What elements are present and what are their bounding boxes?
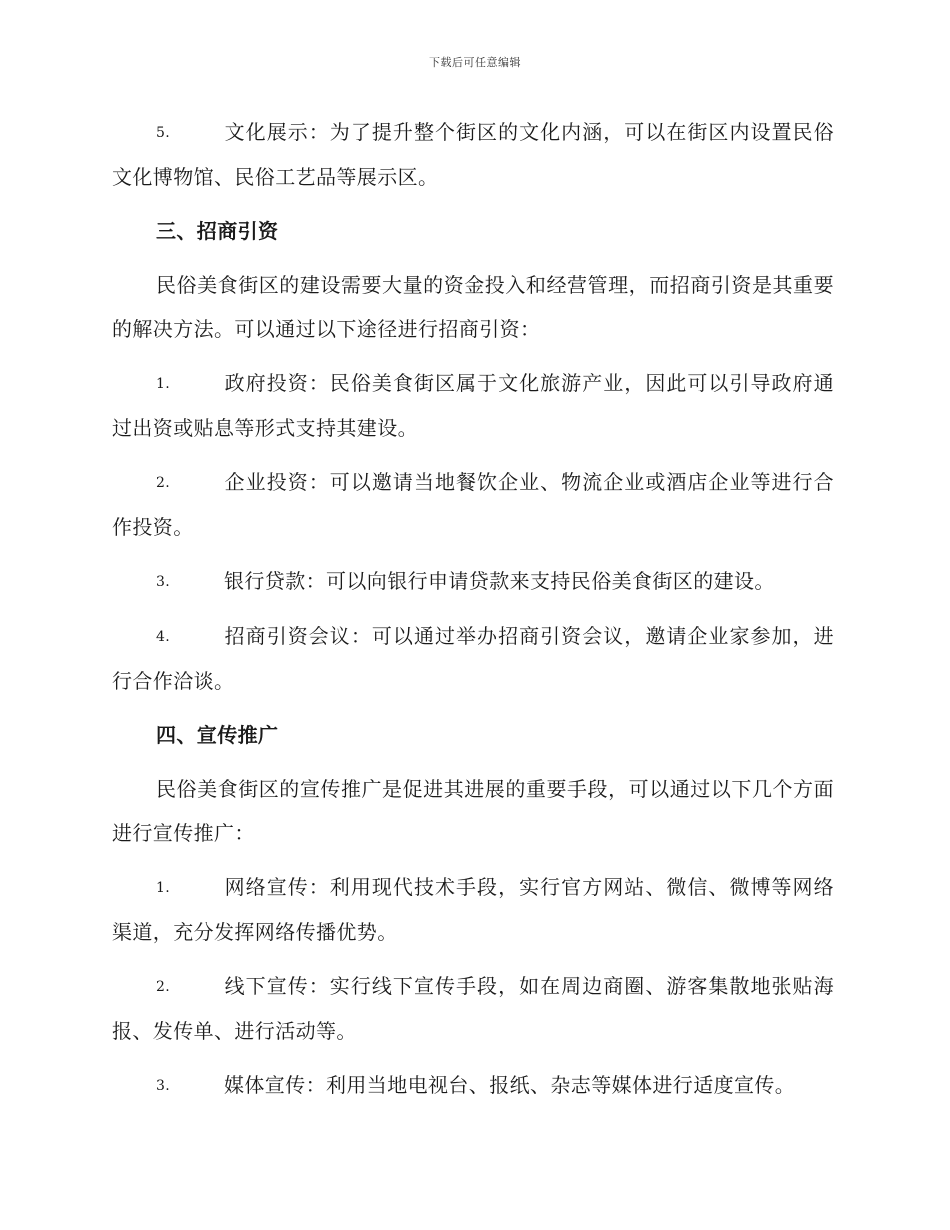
list-item-offline-promotion xyxy=(112,964,834,1053)
section-heading-investment: 三、招商引资 xyxy=(156,219,279,243)
list-number: 4. xyxy=(156,629,171,645)
list-item-online-promotion xyxy=(112,865,834,954)
list-text: 线下宣传：实行线下宣传手段，如在周边商圈、游客集散地张贴海报、发传单、进行活动等。 xyxy=(112,974,834,1043)
list-number: 5. xyxy=(156,125,171,141)
list-number: 3. xyxy=(156,1078,171,1094)
paragraph-investment-intro: 民俗美食街区的建设需要大量的资金投入和经营管理，而招商引资是其重要的解决方法。可以通过以下途径进行招商引资： xyxy=(112,273,834,341)
list-text: 招商引资会议：可以通过举办招商引资会议，邀请企业家参加，进行合作洽谈。 xyxy=(112,624,834,693)
list-text: 文化展示：为了提升整个街区的文化内涵，可以在街区内设置民俗文化博物馆、民俗工艺品等展示区。 xyxy=(112,120,834,189)
list-item-government-investment xyxy=(112,361,834,450)
list-item-media-promotion xyxy=(112,1063,834,1108)
list-text: 企业投资：可以邀请当地餐饮企业、物流企业或酒店企业等进行合作投资。 xyxy=(112,470,834,539)
list-number: 1. xyxy=(156,880,171,896)
list-text: 媒体宣传：利用当地电视台、报纸、杂志等媒体进行适度宣传。 xyxy=(224,1073,796,1097)
list-number: 3. xyxy=(156,574,171,590)
list-number: 2. xyxy=(156,979,171,995)
list-text: 银行贷款：可以向银行申请贷款来支持民俗美食街区的建设。 xyxy=(224,569,775,593)
list-number: 1. xyxy=(156,376,171,392)
list-text: 网络宣传：利用现代技术手段，实行官方网站、微信、微博等网络渠道，充分发挥网络传播优势。 xyxy=(112,875,834,944)
list-item-bank-loan xyxy=(112,559,834,604)
list-number: 2. xyxy=(156,475,171,491)
list-text: 政府投资：民俗美食街区属于文化旅游产业，因此可以引导政府通过出资或贴息等形式支持其建设。 xyxy=(112,371,834,440)
page-header: 下载后可任意编辑 xyxy=(429,56,521,69)
list-item-culture-display xyxy=(112,110,834,199)
list-item-investment-conference xyxy=(112,614,834,703)
list-item-enterprise-investment xyxy=(112,460,834,549)
paragraph-promotion-intro: 民俗美食街区的宣传推广是促进其进展的重要手段，可以通过以下几个方面进行宣传推广： xyxy=(112,777,834,845)
document-body xyxy=(112,110,834,1118)
section-heading-promotion: 四、宣传推广 xyxy=(156,723,279,747)
